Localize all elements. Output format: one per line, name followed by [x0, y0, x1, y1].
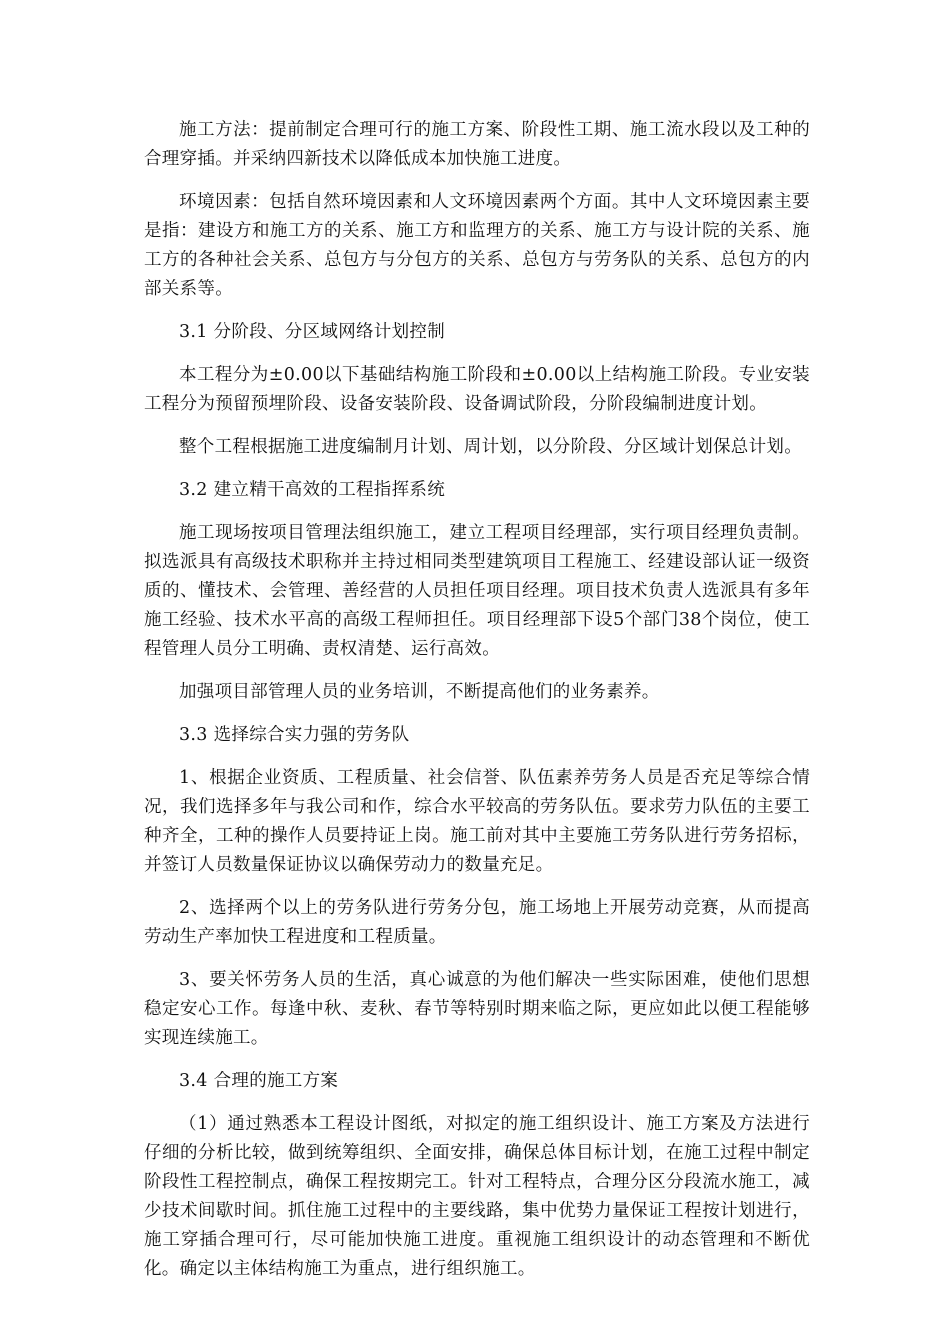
paragraph-project-management: 施工现场按项目管理法组织施工，建立工程项目经理部，实行项目经理负责制。拟选派具有高级技术职称并主持过相同类型建筑项目工程施工、经建设部认证一级资质的、懂技术、会管理、善经营的人员担任项目经理。项目技术负责人选派具有多年施工经验、技术水平高的高级工程师担任。项目经理部下设5个部门38个岗位，使工程管理人员分工明确、责权清楚、运行高效。: [144, 523, 810, 659]
paragraph-staff-training: 加强项目部管理人员的业务培训，不断提高他们的业务素养。: [179, 682, 660, 702]
paragraph-construction-plan-1: （1）通过熟悉本工程设计图纸，对拟定的施工组织设计、施工方案及方法进行仔细的分析比较，做到统筹组织、全面安排，确保总体目标计划，在施工过程中制定阶段性工程控制点，确保工程按期完工。针对工程特点，合理分区分段流水施工，减少技术间歇时间。抓住施工过程中的主要线路，集中优势力量保证工程按计划进行，施工穿插合理可行，尽可能加快施工进度。重视施工组织设计的动态管理和不断优化。确定以主体结构施工为重点，进行组织施工。: [144, 1114, 810, 1279]
paragraph-project-phases: 本工程分为±0.00以下基础结构施工阶段和±0.00以上结构施工阶段。专业安装工程分为预留预埋阶段、设备安装阶段、设备调试阶段，分阶段编制进度计划。: [144, 365, 810, 414]
paragraph-labor-selection-3: 3、要关怀劳务人员的生活，真心诚意的为他们解决一些实际困难，使他们思想稳定安心工作。每逢中秋、麦秋、春节等特别时期来临之际，更应如此以便工程能够实现连续施工。: [144, 970, 810, 1048]
paragraph-construction-method: 施工方法：提前制定合理可行的施工方案、阶段性工期、施工流水段以及工种的合理穿插。并采纳四新技术以降低成本加快施工进度。: [144, 120, 810, 169]
section-heading-3-2: 3.2 建立精干高效的工程指挥系统: [179, 480, 445, 500]
document-body: [144, 116, 810, 1298]
section-heading-3-3: 3.3 选择综合实力强的劳务队: [179, 725, 410, 745]
paragraph-labor-selection-2: 2、选择两个以上的劳务队进行劳务分包，施工场地上开展劳动竞赛，从而提高劳动生产率加快工程进度和工程质量。: [144, 898, 810, 947]
paragraph-labor-selection-1: 1、根据企业资质、工程质量、社会信誉、队伍素养劳务人员是否充足等综合情况，我们选择多年与我公司和作，综合水平较高的劳务队伍。要求劳力队伍的主要工种齐全，工种的操作人员要持证上岗。施工前对其中主要施工劳务队进行劳务招标，并签订人员数量保证协议以确保劳动力的数量充足。: [144, 768, 810, 875]
paragraph-schedule-plans: 整个工程根据施工进度编制月计划、周计划，以分阶段、分区域计划保总计划。: [179, 437, 802, 457]
paragraph-environment-factors: 环境因素：包括自然环境因素和人文环境因素两个方面。其中人文环境因素主要是指：建设方和施工方的关系、施工方和监理方的关系、施工方与设计院的关系、施工方的各种社会关系、总包方与分包方的关系、总包方与劳务队的关系、总包方的内部关系等。: [144, 192, 810, 299]
section-heading-3-4: 3.4 合理的施工方案: [179, 1071, 339, 1091]
section-heading-3-1: 3.1 分阶段、分区域网络计划控制: [179, 322, 445, 342]
